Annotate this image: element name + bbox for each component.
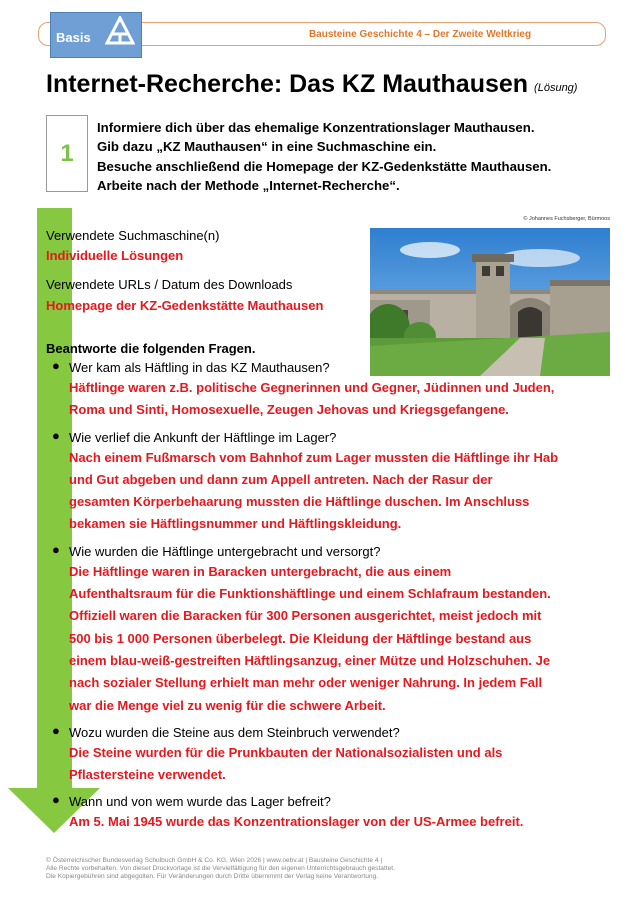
answer-line: 500 bis 1 000 Personen überbelegt. Die Kleidung der Häftlinge bestand aus [69,630,532,646]
task-line: Informiere dich über das ehemalige Konzentrationslager Mauthausen. [97,120,535,135]
answer-line: war die Menge viel zu wenig für die schwere Arbeit. [69,697,386,713]
bullet-icon: ● [52,722,60,738]
answer-line: Aufenthaltsraum für die Funktionshäftlinge und einem Schlafraum bestanden. [69,586,551,602]
urls-answer: Homepage der KZ-Gedenkstätte Mauthausen [46,298,324,313]
answer-line: nach sozialer Stellung erhielt man mehr oder weniger Nahrung. In jedem Fall [69,675,543,691]
questions-intro: Beantworte die folgenden Fragen. [46,341,256,356]
question-item [46,358,606,422]
question-text: Wie verlief die Ankunft der Häftlinge im Lager? [69,429,337,445]
task-instructions [97,118,551,195]
answer-line: Am 5. Mai 1945 wurde das Konzentrationslager von der US-Armee befreit. [69,814,524,830]
answer-text [69,377,606,422]
answer-line: einem blau-weiß-gestreiften Häftlingsanzug, einer Mütze und Holzschuhen. Je [69,652,551,668]
answer-line: Pflastersteine verwendet. [69,767,226,783]
page-title [46,70,577,99]
search-engine-label: Verwendete Suchmaschine(n) [46,228,220,243]
triangle-logo-icon [105,16,135,46]
question-item [46,428,606,536]
footer-line: © Österreichischer Bundesverlag Schulbuch GmbH & Co. KG, Wien 2026 | www.oebv.at | Bausteine Geschichte 4 | [46,857,383,864]
question-text: Wer kam als Häftling in das KZ Mauthausen? [69,360,330,375]
answer-line: Roma und Sinti, Homosexuelle, Zeugen Jehovas und Kriegsgefangene. [69,402,509,418]
answer-text [69,742,606,787]
answer-line: Offiziell waren die Baracken für 300 Personen ausgerichtet, meist jedoch mit [69,608,542,624]
logo-text: Basis [56,30,91,45]
answer-text [69,561,606,717]
urls-label: Verwendete URLs / Datum des Downloads [46,277,293,292]
task-line: Arbeite nach der Methode „Internet-Recherche“. [97,177,400,193]
task-line: Gib dazu „KZ Mauthausen“ in eine Suchmaschine ein. [97,139,437,155]
answer-line: und Gut abgeben und dann zum Appell antreten. Nach der Rasur der [69,471,493,487]
question-item [46,542,606,717]
question-item [46,723,606,787]
task-line: Besuche anschließend die Homepage der KZ-Gedenkstätte Mauthausen. [97,158,552,174]
bullet-icon: ● [52,427,60,443]
answer-line: bekamen sie Häftlingsnummer und Häftlingskleidung. [69,516,402,532]
bullet-icon: ● [52,541,60,557]
answer-line: Die Steine wurden für die Prunkbauten der Nationalsozialisten und als [69,744,503,760]
question-item [46,792,606,833]
photo-credit: © Johannes Fuchsberger, Bürmoos [523,216,610,222]
question-text: Wie wurden die Häftlinge untergebracht und versorgt? [69,543,381,559]
copyright-footer [46,857,395,882]
bullet-icon: ● [52,792,60,808]
footer-line: Alle Rechte vorbehalten. Von dieser Druckvorlage ist die Vervielfältigung für den eigenen Unterrichtsgebrauch gestattet. [46,865,395,873]
answer-line: gesamten Körperbehaarung mussten die Häftlinge duschen. Im Anschluss [69,494,530,510]
series-title: Bausteine Geschichte 4 – Der Zweite Weltkrieg [308,29,532,40]
question-text: Wann und von wem wurde das Lager befreit? [69,794,331,810]
page-title-main: Internet-Recherche: Das KZ Mauthausen [46,70,529,98]
answer-text [69,447,606,536]
task-number: 1 [60,140,74,167]
answer-line: Nach einem Fußmarsch vom Bahnhof zum Lager mussten die Häftlinge ihr Hab [69,449,559,465]
answer-line: Häftlinge waren z.B. politische Gegnerinnen und Gegner, Jüdinnen und Juden, [69,380,555,395]
answer-line: Die Häftlinge waren in Baracken untergebracht, die aus einem [69,563,452,579]
questions-section [46,341,606,834]
footer-line: Die Kopiergebühren sind abgegolten. Für Veränderungen durch Dritte übernimmt der Verlag keine Verantwortung. [46,873,379,881]
answer-text [69,811,606,833]
solution-note: (Lösung) [534,82,578,94]
bullet-icon: ● [52,358,60,373]
question-text: Wozu wurden die Steine aus dem Steinbruch verwendet? [69,724,400,740]
search-engine-answer: Individuelle Lösungen [46,248,184,263]
